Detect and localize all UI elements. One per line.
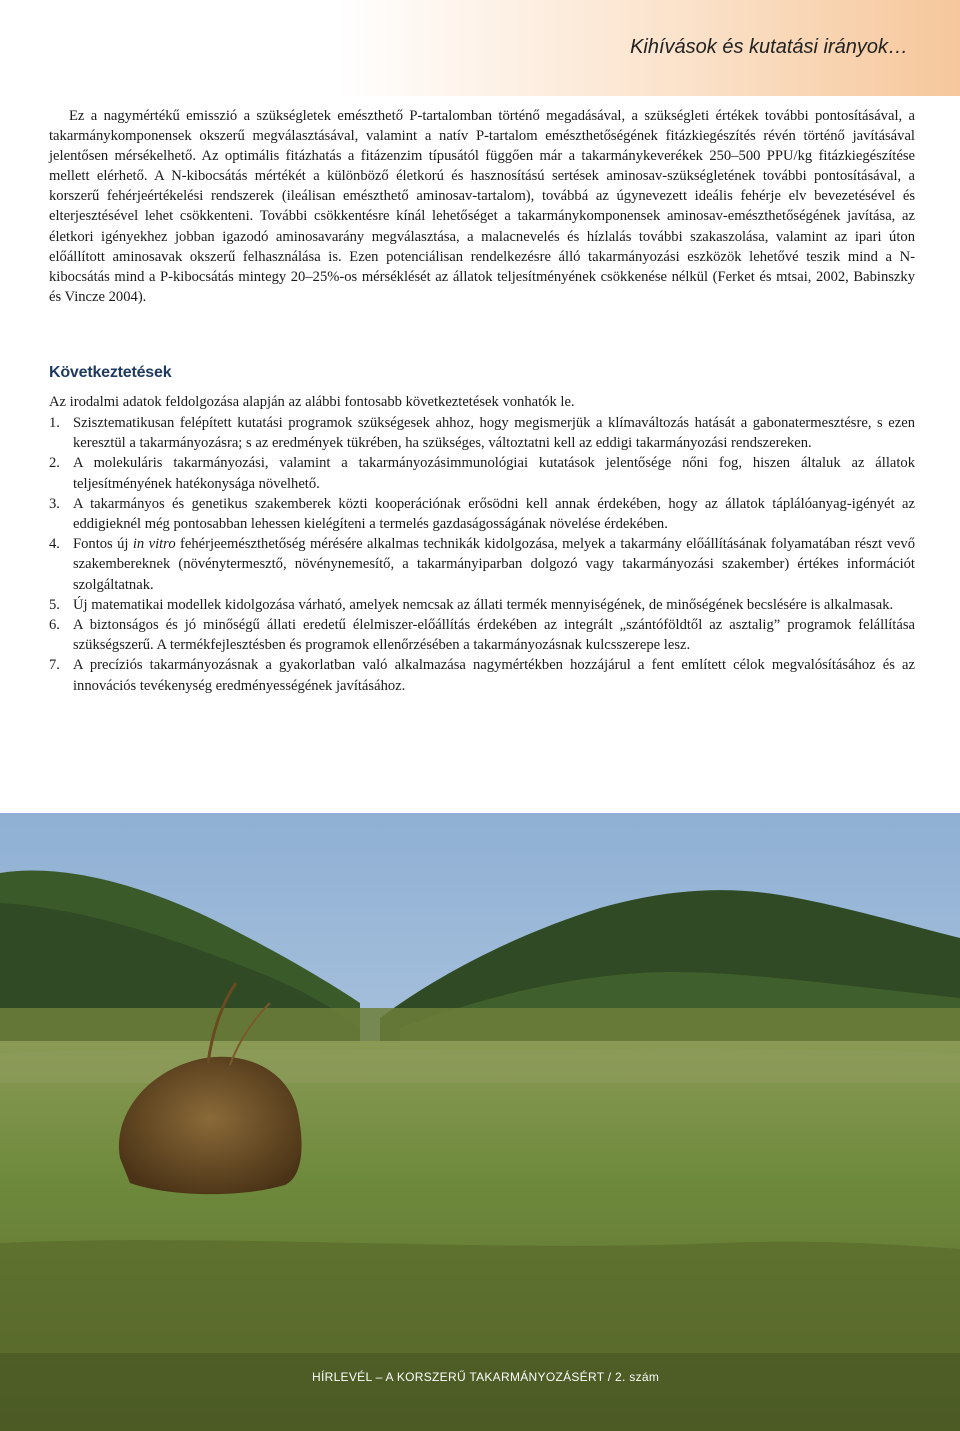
list-text bbox=[73, 536, 915, 592]
field-haze bbox=[0, 1048, 960, 1083]
list-text: A precíziós takarmányozásnak a gyakorlatban való alkalmazása nagymértékben hozzájárul a fent említett célok megvalósításához és az innovációs tevékenység eredményességének javításához. bbox=[73, 657, 915, 694]
conclusions-intro: Az irodalmi adatok feldolgozása alapján az alábbi fontosabb következtetések vonhatók le. bbox=[49, 394, 575, 410]
body-text bbox=[49, 106, 915, 307]
section-title: Következtetések bbox=[49, 364, 172, 381]
list-item bbox=[49, 655, 915, 695]
list-item bbox=[49, 453, 915, 493]
list-number: 7. bbox=[49, 657, 60, 674]
italic-term: in vitro bbox=[132, 536, 176, 553]
list-item bbox=[49, 595, 915, 615]
list-text-end: fehérjeemészthetőség mérésére alkalmas technikák kidolgozása, melyek a takarmány előállításának folyamatában részt vevő szakembereknek (növénytermesztő, növénynemesítő, a takarmányiparban dolgozó vagy takarmányozási szakember) értékes információt szolgáltatnak. bbox=[73, 536, 915, 593]
foreground-shadow bbox=[0, 1353, 960, 1431]
list-text: A takarmányos és genetikus szakemberek közti kooperációnak erősödni kell annak érdekében, hogy az állatok táplálóanyag-igényét az eddigieknél még pontosabban lehessen kielégíteni a termelés gazdaságosságának növelése érdekében. bbox=[73, 495, 915, 533]
landscape-photo bbox=[0, 813, 960, 1431]
list-text: Szisztematikusan felépített kutatási programok szükségesek ahhoz, hogy megismerjük a klímaváltozás hatását a gabonatermesztésre, s ezen keresztül a takarmányozásra; s az eredmények tükrében, ha szükséges, változtatni kell az eddigi takarmányozási rendszereken. bbox=[73, 415, 915, 452]
list-text: Új matematikai modellek kidolgozása várható, amelyek nemcsak az állati termék mennyiségének, de minőségének becslésére is alkalmasak. bbox=[73, 596, 894, 613]
list-text: A molekuláris takarmányozási, valamint a takarmányozásimmunológiai kutatások jelentősége nőni fog, hiszen általuk az állatok teljesítményének hatékonysága növelhető. bbox=[73, 455, 915, 492]
footer-text: HÍRLEVÉL – A KORSZERŰ TAKARMÁNYOZÁSÉRT / 2. szám bbox=[312, 1370, 660, 1384]
list-text-start: Fontos új bbox=[73, 536, 133, 553]
list-number: 3. bbox=[49, 495, 60, 512]
list-item bbox=[49, 534, 915, 595]
list-number: 6. bbox=[49, 617, 60, 634]
running-title: Kihívások és kutatási irányok… bbox=[630, 36, 908, 58]
list-number: 4. bbox=[49, 536, 60, 553]
landscape-illustration bbox=[0, 813, 960, 1431]
list-text: A biztonságos és jó minőségű állati eredetű élelmiszer-előállítás érdekében az integrált „szántóföldtől az asztalig” programok felállítása szükségszerű. A termékfejlesztésben és programok ellenőrzésében a takarmányozásnak kulcsszerepe lesz. bbox=[73, 617, 915, 654]
list-item bbox=[49, 615, 915, 655]
conclusions-list bbox=[49, 413, 915, 696]
list-number: 2. bbox=[49, 455, 60, 472]
list-item bbox=[49, 494, 915, 534]
list-item bbox=[49, 413, 915, 453]
list-number: 5. bbox=[49, 596, 60, 613]
list-number: 1. bbox=[49, 415, 60, 431]
body-paragraph: Ez a nagymértékű emisszió a szükségletek emészthető P-tartalomban történő megadásával, a szükségleti értékek további pontosításával, a takarmánykomponensek okszerű megválasztásával, valamint a natív P-tartalom emészthetőségének fitázkiegészítés révén történő javításával jelentősen mérsékelhető. Az optimális fitázhatás a fitázenzim típusától függően már a takarmánykeverékek 250–500 PPU/kg fitázkiegészítése mellett elérhető. A N-kibocsátás mértékét a különböző életkorú és hasznosítású sertések aminosav-szükségletének további pontosításával, a korszerű fehérjeértékelési rendszerek (ileálisan emészthető aminosav-tartalom), továbbá az úgynevezett ideális fehérje elv bevezetésével és elterjesztésével lehet csökkenteni. További csökkentésre kínál lehetőséget a takarmánykomponensek aminosav-emészthetőségének javítása, az életkori igényekhez jobban igazodó aminosavarány megválasztása, a malacnevelés és hízlalás további szakaszolása, valamint az ipari úton előállított aminosavak okszerű felhasználása is. Ezen potenciálisan rendelkezésre álló takarmányozási eszközök lehetővé teszik mind a N-kibocsátás mind a P-kibocsátás mintegy 20–25%-os mérséklését az állatok teljesítményének csökkenése nélkül (Ferket és mtsai, 2002, Babinszky és Vincze 2004). bbox=[49, 108, 915, 305]
